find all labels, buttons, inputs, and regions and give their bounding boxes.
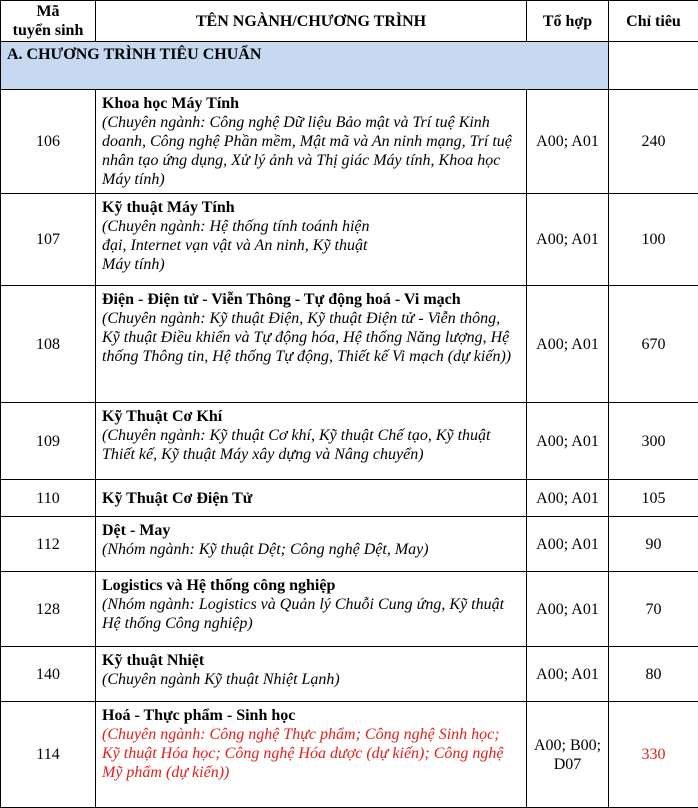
program-name: Kỹ Thuật Cơ Khí — [102, 407, 520, 426]
table-row — [1, 90, 698, 194]
program-name: Kỹ thuật Nhiệt — [102, 651, 520, 670]
row-quota: 90 — [609, 517, 698, 572]
program-desc-continued: Kỹ thuật Hóa học; Công nghệ Hóa dược (dự kiến); Công nghệ Mỹ phẩm (dự kiến)) — [102, 744, 520, 782]
table-row — [1, 403, 698, 480]
row-combo: A00; A01 — [527, 194, 609, 286]
table-row — [1, 517, 698, 572]
row-code: 108 — [1, 286, 96, 403]
program-desc: (Chuyên ngành: Kỹ thuật Cơ khí, Kỹ thuật Chế tạo, Kỹ thuật Thiết kế, Kỹ thuật Máy xây dựng và Nâng chuyển) — [102, 426, 520, 464]
row-code: 106 — [1, 90, 96, 194]
program-desc: (Nhóm ngành: Kỹ thuật Dệt; Công nghệ Dệt, May) — [102, 540, 520, 559]
table-row — [1, 194, 698, 286]
table-row — [1, 572, 698, 647]
section-row — [1, 42, 698, 90]
row-program — [96, 702, 527, 808]
header-row — [1, 1, 698, 42]
program-desc: (Chuyên ngành: Hệ thống tính toánh hiện đại, Internet vạn vật và An ninh, Kỹ thuật Máy tính) — [102, 217, 520, 274]
row-quota: 300 — [609, 403, 698, 480]
program-name: Hoá - Thực phẩm - Sinh học — [102, 706, 520, 725]
row-program — [96, 572, 527, 647]
row-combo: A00; A01 — [527, 403, 609, 480]
row-combo: A00; B00; D07 — [527, 702, 609, 808]
row-combo: A00; A01 — [527, 90, 609, 194]
program-name: Dệt - May — [102, 521, 520, 540]
program-name: Logistics và Hệ thống công nghiệp — [102, 576, 520, 595]
program-desc: (Chuyên ngành Kỹ thuật Nhiệt Lạnh) — [102, 670, 520, 689]
row-combo: A00; A01 — [527, 480, 609, 517]
program-name: Điện - Điện tử - Viễn Thông - Tự động hoá - Vi mạch — [102, 290, 520, 309]
row-code: 109 — [1, 403, 96, 480]
row-quota: 70 — [609, 572, 698, 647]
row-code: 128 — [1, 572, 96, 647]
row-program — [96, 403, 527, 480]
row-program — [96, 517, 527, 572]
table-row — [1, 480, 698, 517]
row-combo: A00; A01 — [527, 572, 609, 647]
row-quota: 100 — [609, 194, 698, 286]
row-code: 107 — [1, 194, 96, 286]
table-row — [1, 702, 698, 808]
row-program — [96, 90, 527, 194]
header-code: Mã tuyển sinh — [1, 1, 96, 42]
program-desc: (Chuyên ngành: Kỹ thuật Điện, Kỹ thuật Điện tử - Viễn thông, Kỹ thuật Điều khiển và Tự động hóa, Hệ thống Năng lượng, Hệ thống Thông tin, Hệ thống Tự động, Thiết kế Vi mạch (dự kiến)) — [102, 309, 520, 366]
row-code: 114 — [1, 702, 96, 808]
row-combo: A00; A01 — [527, 286, 609, 403]
program-name: Kỹ Thuật Cơ Điện Tử — [102, 489, 520, 508]
row-program — [96, 286, 527, 403]
row-code: 140 — [1, 647, 96, 702]
row-combo: A00; A01 — [527, 647, 609, 702]
program-name: Kỹ thuật Máy Tính — [102, 198, 520, 217]
row-quota: 670 — [609, 286, 698, 403]
row-program — [96, 647, 527, 702]
header-quota: Chỉ tiêu — [609, 1, 698, 42]
row-quota: 80 — [609, 647, 698, 702]
row-code: 110 — [1, 480, 96, 517]
table-row — [1, 286, 698, 403]
program-desc: (Chuyên ngành: Công nghệ Dữ liệu Bảo mật và Trí tuệ Kinh doanh, Công nghệ Phần mềm, Mật mã và An ninh mạng, Trí tuệ nhân tạo ứng dụng, Xử lý ảnh và Thị giác Máy tính, Khoa học Máy tính) — [102, 113, 520, 189]
row-code: 112 — [1, 517, 96, 572]
row-quota: 240 — [609, 90, 698, 194]
header-program: TÊN NGÀNH/CHƯƠNG TRÌNH — [96, 1, 527, 42]
header-combo: Tổ hợp — [527, 1, 609, 42]
section-title: A. CHƯƠNG TRÌNH TIÊU CHUẨN — [1, 42, 608, 64]
row-program — [96, 480, 527, 517]
row-quota: 330 — [609, 702, 698, 808]
program-name: Khoa học Máy Tính — [102, 94, 520, 113]
section-cell — [1, 42, 609, 90]
program-desc: (Nhóm ngành: Logistics và Quản lý Chuỗi Cung ứng, Kỹ thuật Hệ thống Công nghiệp) — [102, 595, 520, 633]
table-row — [1, 647, 698, 702]
program-desc: (Chuyên ngành: Công nghệ Thực phẩm; Công nghệ Sinh học; — [102, 725, 520, 744]
row-quota: 105 — [609, 480, 698, 517]
row-combo: A00; A01 — [527, 517, 609, 572]
row-program — [96, 194, 527, 286]
section-empty-cell — [609, 42, 698, 90]
